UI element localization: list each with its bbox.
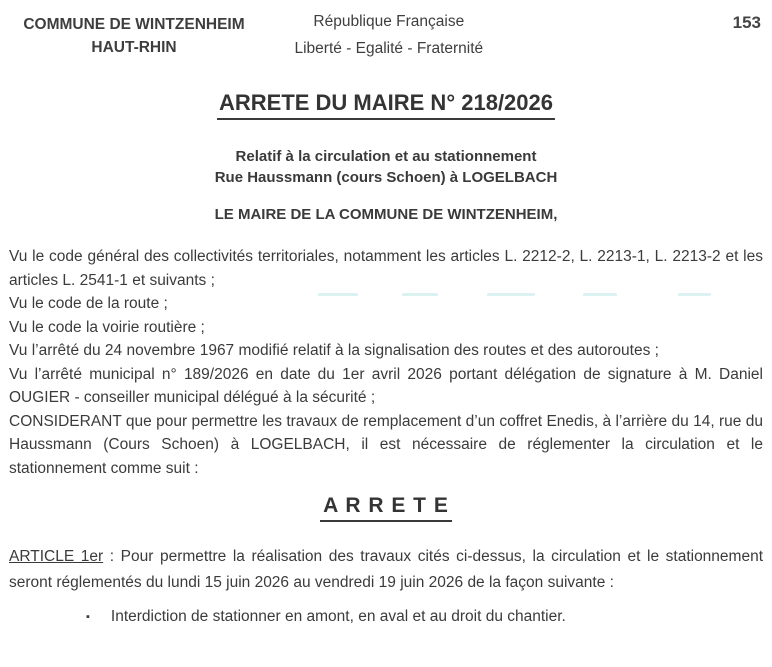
list-item-text: Interdiction de stationner en amont, en aval et au droit du chantier. bbox=[110, 608, 566, 625]
subtitle-line-1: Relatif à la circulation et au stationnement bbox=[235, 148, 537, 165]
commune-name: COMMUNE DE WINTZENHEIM bbox=[23, 16, 245, 33]
page-number: 153 bbox=[732, 13, 761, 32]
republic-motto: Liberté - Egalité - Fraternité bbox=[294, 40, 484, 57]
recital-paragraph: Vu l’arrêté municipal n° 189/2026 en date du 1er avril 2026 portant délégation de signature à M. Daniel OUGIER - conseiller municipal délégué à la sécurité ; bbox=[9, 365, 763, 406]
recital-paragraph: Vu le code la voirie routière ; bbox=[9, 318, 205, 336]
article-1-separator: : bbox=[103, 548, 121, 565]
article-1 bbox=[9, 544, 763, 596]
decree-heading: A R R E T E bbox=[320, 494, 452, 522]
republic-title: République Française bbox=[313, 13, 465, 30]
page-header bbox=[0, 0, 772, 70]
decree-heading-row bbox=[0, 494, 772, 522]
recital-paragraph: Vu l’arrêté du 24 novembre 1967 modifié relatif à la signalisation des routes et des autoroutes ; bbox=[9, 342, 659, 359]
document-subtitle bbox=[0, 146, 772, 188]
recital-paragraph: Vu le code général des collectivités territoriales, notamment les articles L. 2212-2, L. 2213-1, L. 2213-2 et les articles L. 2541-1 et suivants ; bbox=[9, 248, 763, 289]
subtitle-line-2: Rue Haussmann (cours Schoen) à LOGELBACH bbox=[214, 169, 558, 186]
article-1-label: ARTICLE 1er bbox=[9, 548, 104, 565]
title-row bbox=[0, 90, 772, 120]
departement-name: HAUT-RHIN bbox=[91, 39, 177, 56]
list-item bbox=[86, 608, 763, 626]
recitals-section bbox=[9, 245, 763, 480]
recital-paragraph: Vu le code de la route ; bbox=[9, 295, 168, 312]
republic-block bbox=[294, 13, 483, 58]
document-title: ARRETE DU MAIRE N° 218/2026 bbox=[217, 90, 555, 120]
commune-block bbox=[18, 13, 250, 59]
bullet-icon: ▪ bbox=[86, 611, 90, 623]
salutation: LE MAIRE DE LA COMMUNE DE WINTZENHEIM, bbox=[214, 206, 558, 223]
recital-paragraph: CONSIDERANT que pour permettre les travaux de remplacement d’un coffret Enedis, à l’arrière du 14, rue du Haussmann (Cours Schoen) à LOGELBACH, il est nécessaire de réglementer la circulation et le stationnement comme suit : bbox=[9, 412, 763, 477]
article-1-text: Pour permettre la réalisation des travaux cités ci-dessus, la circulation et le stationnement seront réglementés du lundi 15 juin 2026 au vendredi 19 juin 2026 de la façon suivante : bbox=[9, 548, 764, 591]
